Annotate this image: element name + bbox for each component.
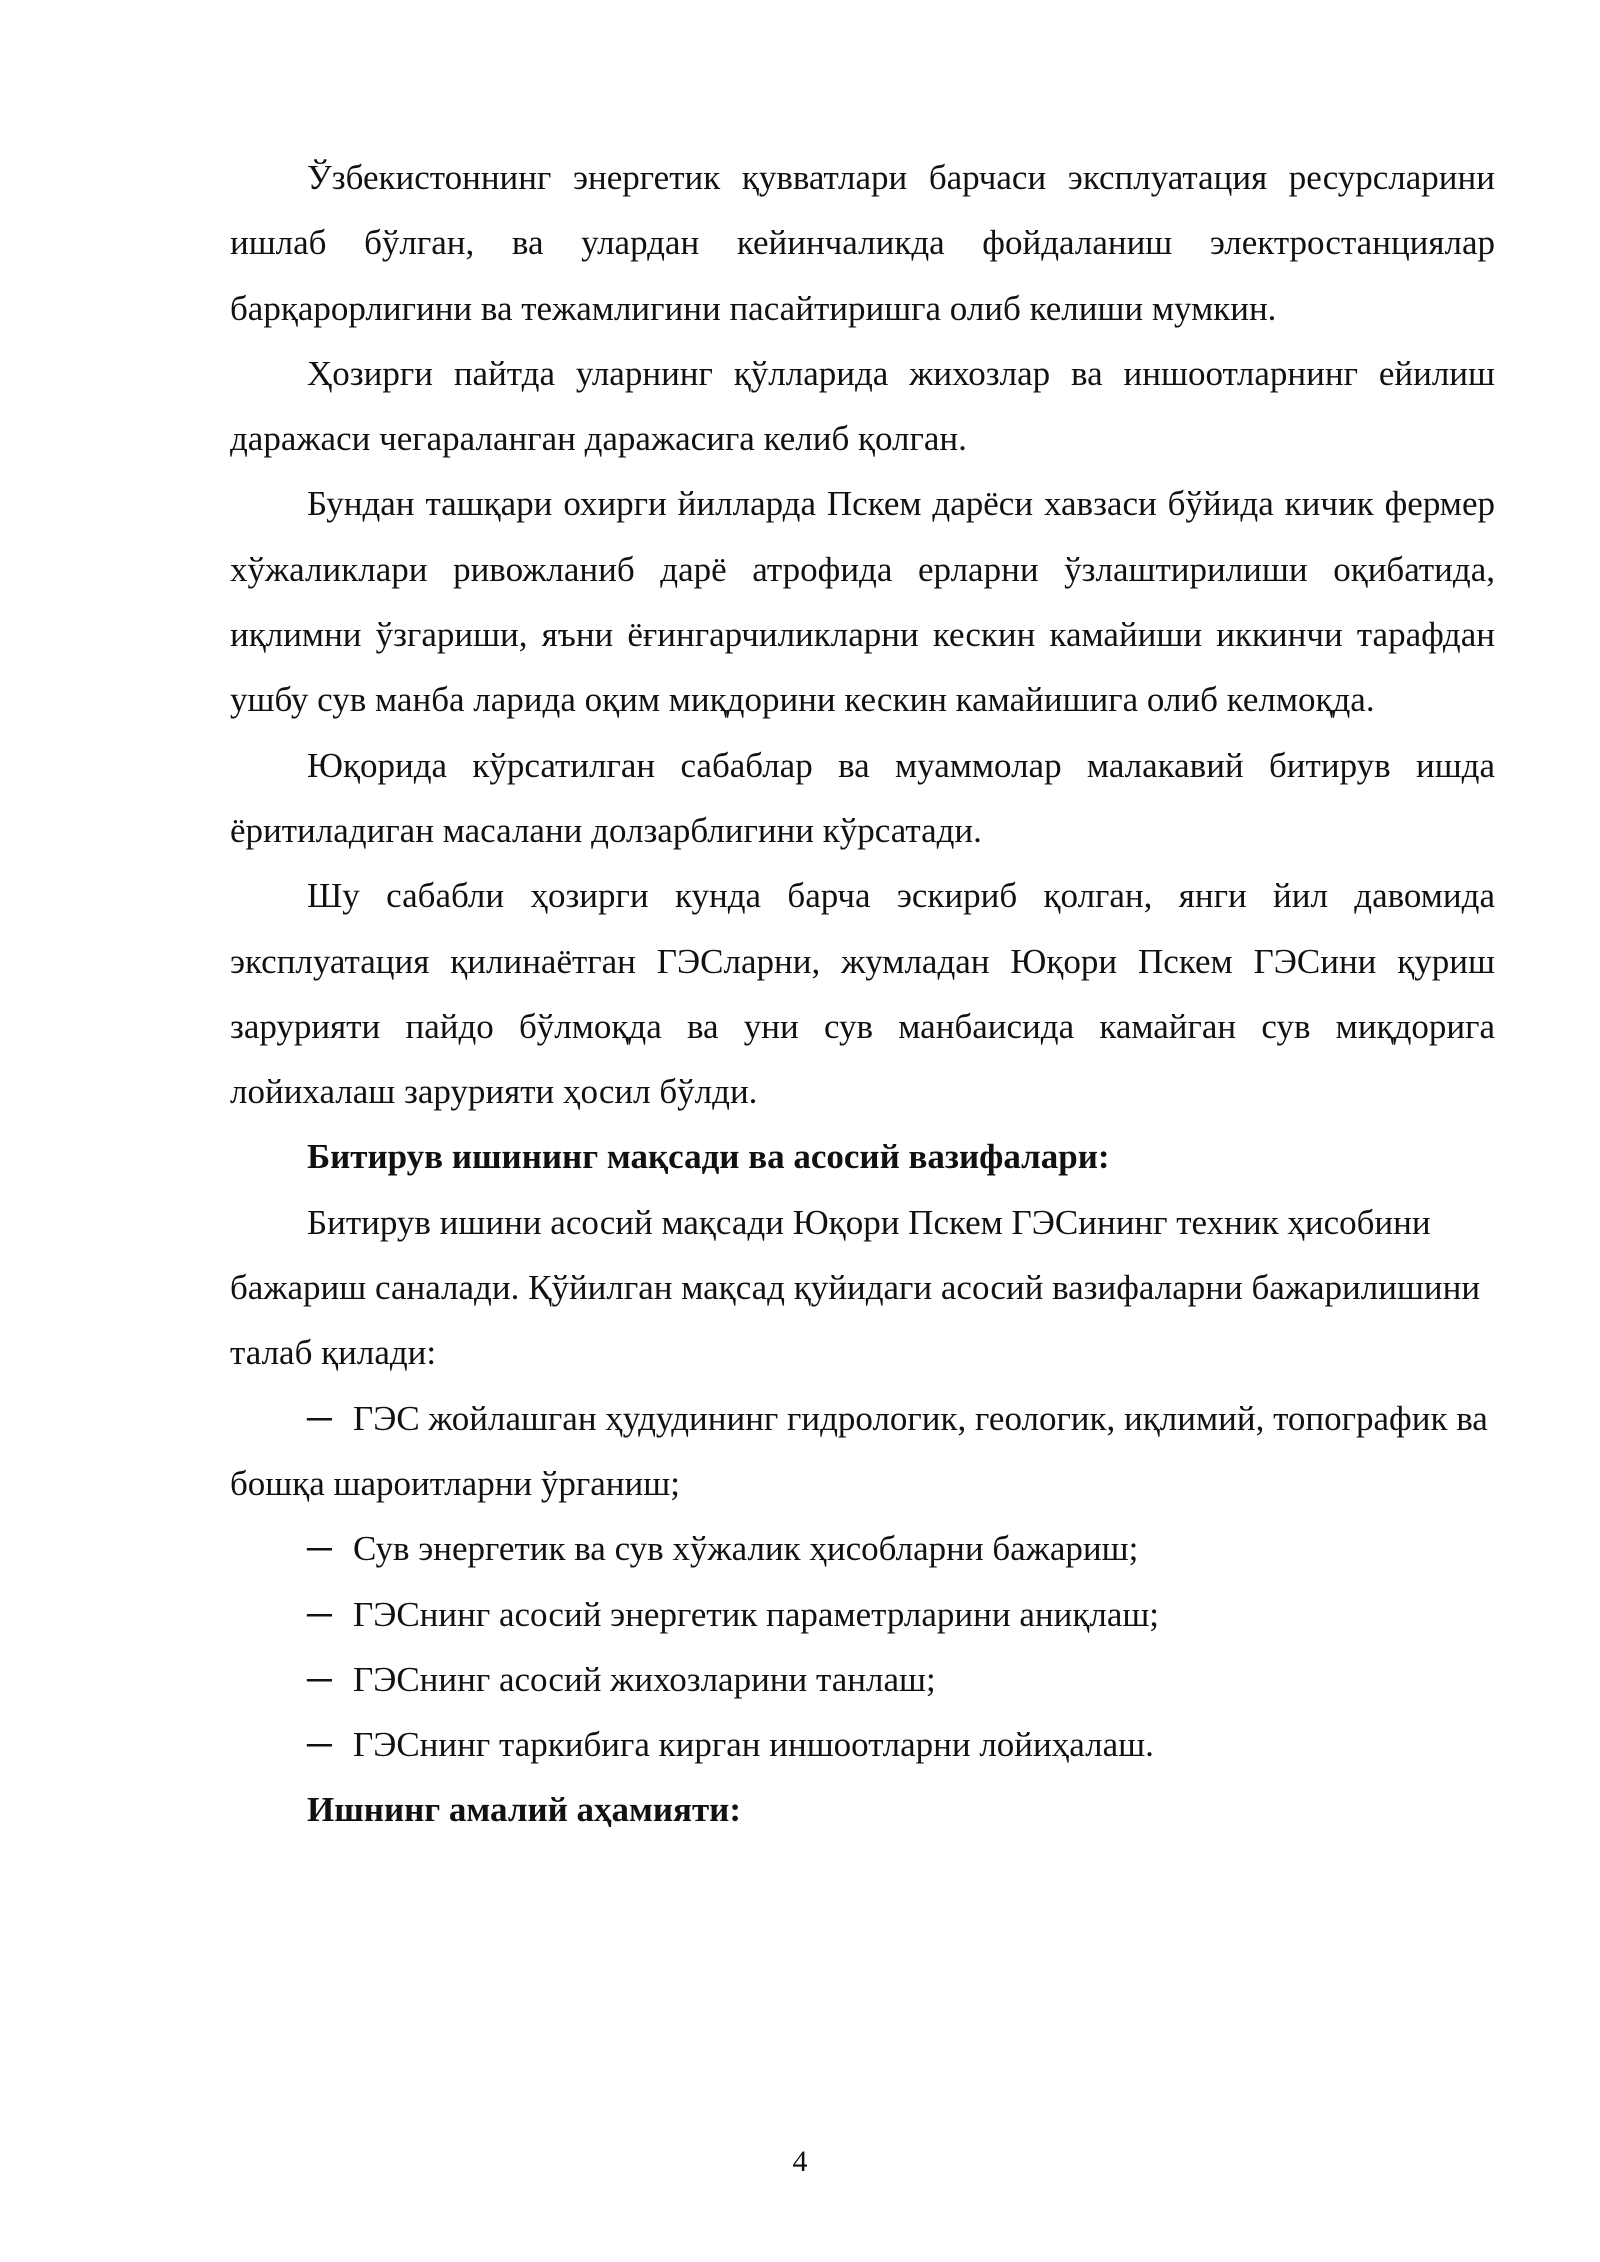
list-item [230,1647,1495,1712]
dash-bullet: ─ [307,1594,332,1634]
dash-bullet: ─ [307,1659,332,1699]
task-text: ГЭСнинг асосий энергетик параметрларини аниқлаш; [353,1594,1160,1634]
dash-bullet: ─ [307,1398,332,1438]
list-item [230,1516,1495,1581]
task-text: Сув энергетик ва сув хўжалик ҳисобларни бажариш; [353,1529,1139,1569]
paragraph-pskem-basin: Бундан ташқари охирги йилларда Пскем дарёси хавзаси бўйида кичик фермер хўжаликлари ривожланиб дарё атрофида ерларни ўзлаштирилиши оқибатида, иқлимни ўзгариши, яъни ёғингарчиликларни кескин камайиши иккинчи тарафдан ушбу сув манба ларида оқим миқдорини кескин камайишига олиб келмоқда. [230,484,1495,720]
paragraph-goal: Битирув ишини асосий мақсади Юқори Пскем ГЭСининг техник ҳисобини бажариш саналади. Қўйилган мақсад қуйидаги асосий вазифаларни бажарилишини талаб қилади: [230,1202,1481,1373]
body-text [230,145,1495,1843]
list-item [230,1582,1495,1647]
paragraph-relevance: Юқорида кўрсатилган сабаблар ва муаммолар малакавий битирув ишда ёритиладиган масалани долзарблигини кўрсатади. [230,745,1495,850]
page-number: 4 [792,2145,808,2178]
list-item [230,1386,1495,1517]
task-text: ГЭСнинг асосий жихозларини танлаш; [353,1659,936,1699]
task-text: ГЭСнинг таркибига кирган иншоотларни лойиҳалаш. [353,1725,1154,1765]
dash-bullet: ─ [307,1725,332,1765]
heading-goals-and-tasks: Битирув ишининг мақсади ва асосий вазифалари: [307,1137,1110,1177]
heading-practical-significance: Ишнинг амалий аҳамияти: [307,1790,741,1830]
list-item [230,1712,1495,1777]
paragraph-equipment-wear: Ҳозирги пайтда уларнинг қўлларида жихозлар ва иншоотларнинг ейилиш даражаси чегараланган даражасига келиб қолган. [230,353,1495,459]
paragraph-energy-capacity: Ўзбекистоннинг энергетик қувватлари барчаси эксплуатация ресурсларини ишлаб бўлган, ва улардан кейинчаликда фойдаланиш электростанциялар барқарорлигини ва тежамлигини пасайтиришга олиб келиши мумкин. [230,158,1495,328]
paragraph-need-for-hpp: Шу сабабли ҳозирги кунда барча эскириб қолган, янги йил давомида эксплуатация қилинаётган ГЭСларни, жумладан Юқори Пскем ГЭСини қуриш зарурияти пайдо бўлмоқда ва уни сув манбаисида камайган сув миқдорига лойихалаш зарурияти ҳосил бўлди. [230,876,1495,1112]
dash-bullet: ─ [307,1529,332,1569]
task-text: ГЭС жойлашган ҳудудининг гидрологик, геологик, иқлимий, топографик ва бошқа шароитларни ўрганиш; [230,1398,1488,1503]
